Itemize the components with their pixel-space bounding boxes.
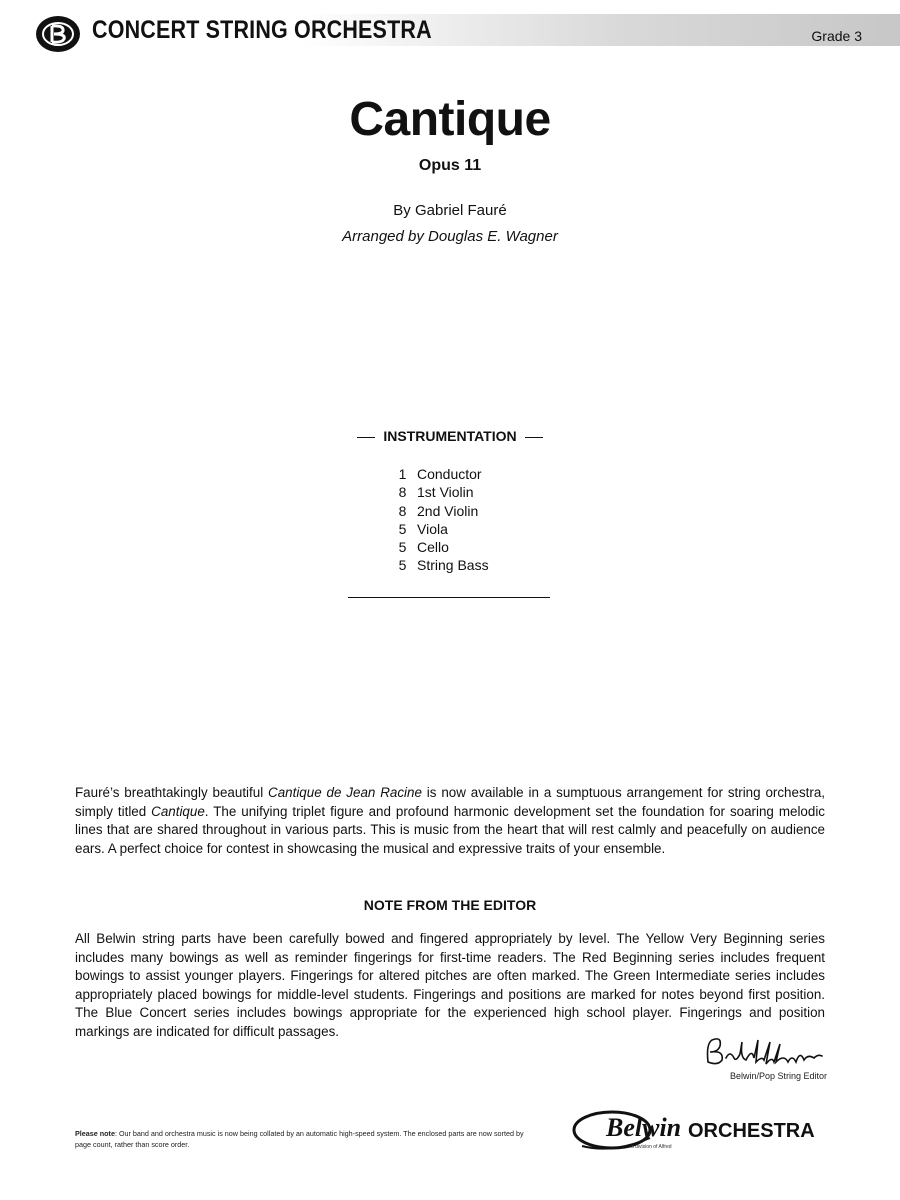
- instrument-count: 5: [398, 520, 407, 537]
- instrument-count: 5: [398, 557, 407, 574]
- editor-note-text: All Belwin string parts have been carefully bowed and fingered appropriately by level. The Yellow Very Beginning series includes many bowings as well as reminder fingerings for first-time readers. The Red Beginning series includes frequent bowings to assist younger players. Fingerings for altered pitches are often marked. The Green Intermediate series includes appropriately placed bowings for middle-level students. Fingerings and positions are marked for notes beyond first position. The Blue Concert series includes bowings appropriate for the experienced high school player. Fingerings and position markings are indicated for difficult passages.: [75, 931, 825, 1039]
- instrument-row: [388, 502, 588, 520]
- program-note: Fauré’s breathtakingly beautiful Cantique de Jean Racine is now available in a sumptuous arrangement for string orchestra, simply titled Cantique. The unifying triplet figure and profound harmonic development set the foundation for soaring melodic lines that are shared throughout in various parts. This is music from the heart that will rest calmly and peacefully on audience ears. A perfect choice for contest in showcasing the musical and expressive traits of your ensemble.: [75, 785, 825, 856]
- grade-label: Grade 3: [811, 28, 862, 44]
- series-title: CONCERT STRING ORCHESTRA: [92, 16, 432, 44]
- work-title: Cantique: [349, 93, 551, 146]
- arranger-credit: Arranged by Douglas E. Wagner: [342, 228, 558, 245]
- instrumentation-heading: INSTRUMENTATION: [0, 428, 900, 444]
- instrument-count: 8: [398, 502, 407, 519]
- instrument-name: 2nd Violin: [417, 502, 479, 519]
- instrument-row: [388, 556, 588, 574]
- instrument-row: [388, 483, 588, 501]
- instrumentation-rule: [348, 597, 550, 598]
- instrument-name: Viola: [417, 520, 448, 537]
- instrument-name: 1st Violin: [417, 484, 474, 501]
- instrument-row: [388, 465, 588, 483]
- instrument-count: 8: [398, 484, 407, 501]
- belwin-brand: Belwin: [606, 1113, 682, 1142]
- editor-signature: [700, 1032, 830, 1072]
- heading-dash-right: [525, 437, 543, 438]
- instrumentation-list: [388, 465, 588, 575]
- instrument-count: 1: [398, 466, 407, 482]
- editor-role: Belwin/Pop String Editor: [729, 1071, 827, 1081]
- instrument-name: Cello: [417, 539, 449, 556]
- collation-note: Please note: Our band and orchestra music is now being collated by an automatic high-speed system. The enclosed parts are now sorted by page count, rather than score order.: [75, 1129, 524, 1149]
- instrument-name: Conductor: [417, 466, 482, 482]
- opus-number: Opus 11: [418, 157, 482, 174]
- instrument-name: String Bass: [417, 557, 489, 574]
- orchestra-brand: ORCHESTRA: [688, 1120, 815, 1142]
- heading-dash-left: [357, 437, 375, 438]
- instrument-row: [388, 520, 588, 538]
- division-note: a division of Alfred: [631, 1144, 672, 1150]
- composer-credit: By Gabriel Fauré: [393, 202, 507, 219]
- instrument-row: [388, 538, 588, 556]
- belwin-b-logo-icon: [34, 14, 82, 54]
- editor-note-heading: NOTE FROM THE EDITOR: [363, 897, 537, 913]
- instrument-count: 5: [398, 539, 407, 556]
